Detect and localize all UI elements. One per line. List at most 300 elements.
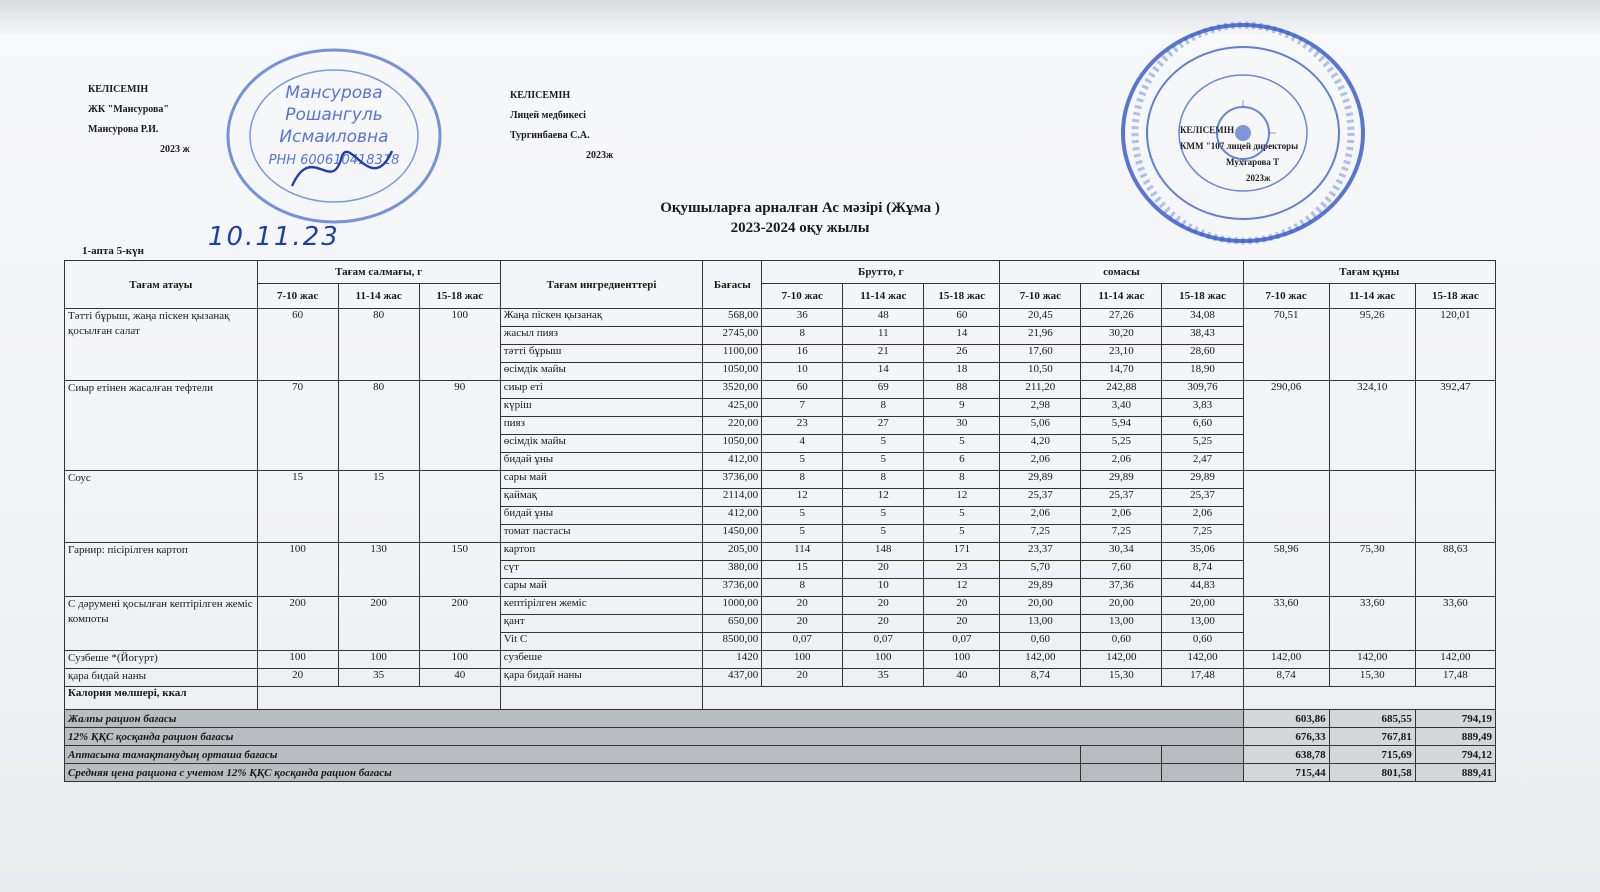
summary-row [65, 710, 1496, 728]
ingredient-name: томат пастасы [500, 525, 703, 543]
dish-weight: 100 [419, 651, 500, 669]
sum-value: 242,88 [1081, 381, 1162, 399]
brutto-value: 60 [762, 381, 843, 399]
sum-value: 18,90 [1162, 363, 1243, 381]
brutto-value: 5 [843, 507, 924, 525]
ingredient-price: 1100,00 [703, 345, 762, 363]
ingredient-price: 437,00 [703, 669, 762, 687]
dish-cost: 33,60 [1415, 597, 1495, 651]
dish-cost: 75,30 [1329, 543, 1415, 597]
ingredient-price: 2114,00 [703, 489, 762, 507]
ingredient-name: сары май [500, 471, 703, 489]
approval-name: Мансурова Р.И. [88, 124, 159, 135]
dish-name: С дәрумені қосылған кептірілген жеміс компоты [65, 597, 258, 651]
dish-weight: 100 [257, 651, 338, 669]
dish-cost: 120,01 [1415, 309, 1495, 381]
brutto-value: 9 [924, 399, 1000, 417]
table-row [65, 597, 1496, 615]
sum-value: 7,25 [1162, 525, 1243, 543]
ingredient-price: 3520,00 [703, 381, 762, 399]
brutto-value: 27 [843, 417, 924, 435]
sum-value: 29,89 [1081, 471, 1162, 489]
age-header: 7-10 жас [257, 284, 338, 309]
dish-name: Сиыр етінен жасалған тефтели [65, 381, 258, 471]
header-cost: Тағам құны [1243, 261, 1495, 284]
dish-weight: 20 [257, 669, 338, 687]
brutto-value: 100 [924, 651, 1000, 669]
approval-title: КЕЛІСЕМІН [510, 90, 571, 101]
empty-cell [1162, 764, 1243, 782]
approval-block-middle [510, 86, 613, 166]
summary-value: 603,86 [1243, 710, 1329, 728]
brutto-value: 18 [924, 363, 1000, 381]
brutto-value: 5 [924, 507, 1000, 525]
dish-cost: 142,00 [1243, 651, 1329, 669]
brutto-value: 5 [762, 453, 843, 471]
sum-value: 7,60 [1081, 561, 1162, 579]
age-header: 11-14 жас [338, 284, 419, 309]
ingredient-name: пияз [500, 417, 703, 435]
age-header: 15-18 жас [924, 284, 1000, 309]
sum-value: 20,00 [1081, 597, 1162, 615]
brutto-value: 8 [843, 471, 924, 489]
dish-cost: 95,26 [1329, 309, 1415, 381]
sum-value: 8,74 [1000, 669, 1081, 687]
brutto-value: 12 [924, 579, 1000, 597]
approval-block-left [88, 80, 190, 160]
sum-value: 13,00 [1000, 615, 1081, 633]
summary-body [65, 687, 1496, 782]
brutto-value: 5 [924, 525, 1000, 543]
sum-value: 25,37 [1000, 489, 1081, 507]
brutto-value: 35 [843, 669, 924, 687]
sum-value: 2,47 [1162, 453, 1243, 471]
brutto-value: 0,07 [924, 633, 1000, 651]
sum-value: 2,06 [1081, 507, 1162, 525]
sum-value: 3,40 [1081, 399, 1162, 417]
approval-date: 2023 ж [160, 144, 190, 155]
sum-value: 7,25 [1000, 525, 1081, 543]
sum-value: 25,37 [1162, 489, 1243, 507]
sum-value: 6,60 [1162, 417, 1243, 435]
sum-value: 5,06 [1000, 417, 1081, 435]
dish-weight: 15 [338, 471, 419, 543]
brutto-value: 14 [924, 327, 1000, 345]
approval-org: КММ "107 лицей директоры [1180, 141, 1299, 151]
sum-value: 30,20 [1081, 327, 1162, 345]
brutto-value: 12 [843, 489, 924, 507]
sum-value: 44,83 [1162, 579, 1243, 597]
dish-weight: 35 [338, 669, 419, 687]
dish-cost: 17,48 [1415, 669, 1495, 687]
ingredient-name: жасыл пияз [500, 327, 703, 345]
sum-value: 2,06 [1081, 453, 1162, 471]
ingredient-name: қант [500, 615, 703, 633]
brutto-value: 5 [843, 435, 924, 453]
brutto-value: 7 [762, 399, 843, 417]
ingredient-name: сузбеше [500, 651, 703, 669]
brutto-value: 114 [762, 543, 843, 561]
dish-cost: 58,96 [1243, 543, 1329, 597]
stamp-line-2: Рошангуль [285, 105, 383, 125]
brutto-value: 12 [762, 489, 843, 507]
table-row [65, 669, 1496, 687]
sum-value: 2,06 [1162, 507, 1243, 525]
sum-value: 29,89 [1162, 471, 1243, 489]
header-ingredients: Тағам ингредиенттері [500, 261, 703, 309]
ingredient-price: 425,00 [703, 399, 762, 417]
dish-weight: 90 [419, 381, 500, 471]
brutto-value: 36 [762, 309, 843, 327]
ingredient-price: 380,00 [703, 561, 762, 579]
summary-row [65, 728, 1496, 746]
age-header: 11-14 жас [1329, 284, 1415, 309]
dish-name: қара бидай наны [65, 669, 258, 687]
ingredient-name: бидай ұны [500, 453, 703, 471]
menu-table [64, 260, 1496, 782]
summary-label: 12% ҚҚС қосқанда рацион бағасы [65, 728, 1244, 746]
brutto-value: 100 [843, 651, 924, 669]
sum-value: 5,25 [1081, 435, 1162, 453]
ingredient-price: 205,00 [703, 543, 762, 561]
brutto-value: 5 [762, 525, 843, 543]
ingredient-price: 412,00 [703, 453, 762, 471]
dish-name: Гарнир: пісірілген картоп [65, 543, 258, 597]
brutto-value: 20 [924, 597, 1000, 615]
brutto-value: 48 [843, 309, 924, 327]
sum-value: 211,20 [1000, 381, 1081, 399]
sum-value: 7,25 [1081, 525, 1162, 543]
sum-value: 142,00 [1000, 651, 1081, 669]
brutto-value: 6 [924, 453, 1000, 471]
sum-value: 2,06 [1000, 453, 1081, 471]
approval-date: 2023ж [1246, 173, 1271, 183]
sum-value: 20,00 [1162, 597, 1243, 615]
dish-weight: 100 [338, 651, 419, 669]
brutto-value: 12 [924, 489, 1000, 507]
brutto-value: 14 [843, 363, 924, 381]
ingredient-name: сары май [500, 579, 703, 597]
sum-value: 20,00 [1000, 597, 1081, 615]
dish-weight: 200 [419, 597, 500, 651]
dish-cost: 33,60 [1243, 597, 1329, 651]
brutto-value: 10 [762, 363, 843, 381]
sum-value: 23,37 [1000, 543, 1081, 561]
ingredient-name: қаймақ [500, 489, 703, 507]
empty-cell [257, 687, 500, 710]
dish-weight: 100 [257, 543, 338, 597]
table-row [65, 381, 1496, 399]
sum-value: 8,74 [1162, 561, 1243, 579]
summary-value: 801,58 [1329, 764, 1415, 782]
ingredient-name: картоп [500, 543, 703, 561]
handwritten-date: 10.11.23 [208, 222, 340, 252]
sum-value: 0,60 [1081, 633, 1162, 651]
table-header-row [65, 261, 1496, 284]
sum-value: 15,30 [1081, 669, 1162, 687]
sum-value: 0,60 [1162, 633, 1243, 651]
stamp-line-1: Мансурова [285, 83, 383, 103]
dish-weight: 80 [338, 309, 419, 381]
dish-cost: 290,06 [1243, 381, 1329, 471]
sum-value: 309,76 [1162, 381, 1243, 399]
dish-weight: 200 [338, 597, 419, 651]
dish-weight: 60 [257, 309, 338, 381]
dish-cost [1243, 471, 1329, 543]
calories-label: Калория мөлшері, ккал [65, 687, 258, 710]
brutto-value: 40 [924, 669, 1000, 687]
sum-value: 142,00 [1081, 651, 1162, 669]
sum-value: 14,70 [1081, 363, 1162, 381]
sum-value: 4,20 [1000, 435, 1081, 453]
summary-value: 889,41 [1415, 764, 1495, 782]
table-row [65, 543, 1496, 561]
summary-value: 794,12 [1415, 746, 1495, 764]
ingredient-price: 568,00 [703, 309, 762, 327]
dish-weight: 70 [257, 381, 338, 471]
dish-weight: 130 [338, 543, 419, 597]
ingredient-price: 412,00 [703, 507, 762, 525]
brutto-value: 4 [762, 435, 843, 453]
menu-body [65, 309, 1496, 687]
ingredient-price: 1420 [703, 651, 762, 669]
brutto-value: 8 [762, 579, 843, 597]
sum-value: 13,00 [1081, 615, 1162, 633]
dish-cost: 142,00 [1415, 651, 1495, 669]
ingredient-price: 1450,00 [703, 525, 762, 543]
ingredient-name: кептірілген жеміс [500, 597, 703, 615]
age-header: 7-10 жас [1000, 284, 1081, 309]
summary-value: 715,44 [1243, 764, 1329, 782]
ingredient-name: тәтті бұрыш [500, 345, 703, 363]
sum-value: 17,48 [1162, 669, 1243, 687]
ingredient-name: күріш [500, 399, 703, 417]
brutto-value: 5 [924, 435, 1000, 453]
empty-cell [1243, 687, 1495, 710]
sum-value: 23,10 [1081, 345, 1162, 363]
brutto-value: 10 [843, 579, 924, 597]
header-sum: сомасы [1000, 261, 1243, 284]
age-header: 15-18 жас [419, 284, 500, 309]
sum-value: 5,94 [1081, 417, 1162, 435]
approval-org: ЖК "Мансурова" [88, 104, 169, 115]
stamp-line-3: Исмаиловна [279, 127, 389, 147]
brutto-value: 20 [762, 597, 843, 615]
dish-weight: 150 [419, 543, 500, 597]
brutto-value: 100 [762, 651, 843, 669]
sum-value: 13,00 [1162, 615, 1243, 633]
ingredient-name: өсімдік майы [500, 363, 703, 381]
summary-label: Аптасына тамақтанудың орташа бағасы [65, 746, 1081, 764]
brutto-value: 5 [762, 507, 843, 525]
empty-cell [1162, 746, 1243, 764]
summary-value: 685,55 [1329, 710, 1415, 728]
brutto-value: 8 [924, 471, 1000, 489]
sum-value: 34,08 [1162, 309, 1243, 327]
brutto-value: 5 [843, 525, 924, 543]
summary-value: 638,78 [1243, 746, 1329, 764]
approval-date: 2023ж [586, 150, 614, 161]
dish-cost: 142,00 [1329, 651, 1415, 669]
brutto-value: 23 [924, 561, 1000, 579]
table-subheader-row [65, 284, 1496, 309]
stamp-line-4: РНН 600610418318 [268, 153, 400, 168]
sum-value: 17,60 [1000, 345, 1081, 363]
approval-name: Мухтарова Т [1226, 157, 1280, 167]
summary-label: Средняя цена рациона с учетом 12% ҚҚС қосқанда рацион бағасы [65, 764, 1081, 782]
brutto-value: 0,07 [762, 633, 843, 651]
ingredient-name: сиыр еті [500, 381, 703, 399]
summary-value: 767,81 [1329, 728, 1415, 746]
ingredient-price: 1000,00 [703, 597, 762, 615]
brutto-value: 148 [843, 543, 924, 561]
brutto-value: 20 [762, 669, 843, 687]
school-seal-stamp [1118, 20, 1368, 246]
menu-title-line1: Оқушыларға арналған Ас мәзірі (Жұма ) [660, 200, 940, 216]
brutto-value: 8 [762, 471, 843, 489]
summary-value: 715,69 [1329, 746, 1415, 764]
menu-title-line2: 2023-2024 оқу жылы [730, 220, 870, 236]
dish-cost: 324,10 [1329, 381, 1415, 471]
ingredient-name: қара бидай наны [500, 669, 703, 687]
brutto-value: 16 [762, 345, 843, 363]
header-dish: Тағам атауы [65, 261, 258, 309]
dish-cost [1415, 471, 1495, 543]
dish-cost: 88,63 [1415, 543, 1495, 597]
approval-title: КЕЛІСЕМІН [88, 84, 149, 95]
empty-cell [1081, 764, 1162, 782]
sum-value: 28,60 [1162, 345, 1243, 363]
brutto-value: 20 [924, 615, 1000, 633]
approval-org: Лицей медбикесі [510, 110, 586, 121]
sum-value: 30,34 [1081, 543, 1162, 561]
brutto-value: 20 [843, 561, 924, 579]
brutto-value: 8 [843, 399, 924, 417]
ingredient-price: 2745,00 [703, 327, 762, 345]
entrepreneur-stamp [222, 46, 446, 226]
dish-cost: 8,74 [1243, 669, 1329, 687]
ingredient-name: Жаңа піскен қызанақ [500, 309, 703, 327]
ingredient-price: 1050,00 [703, 435, 762, 453]
dish-weight: 80 [338, 381, 419, 471]
dish-cost: 33,60 [1329, 597, 1415, 651]
menu-title [540, 198, 1060, 238]
dish-name: Соус [65, 471, 258, 543]
ingredient-name: Vit C [500, 633, 703, 651]
approval-title: КЕЛІСЕМІН [1180, 125, 1235, 135]
summary-value: 676,33 [1243, 728, 1329, 746]
brutto-value: 20 [843, 615, 924, 633]
dish-cost: 392,47 [1415, 381, 1495, 471]
dish-cost [1329, 471, 1415, 543]
brutto-value: 60 [924, 309, 1000, 327]
brutto-value: 88 [924, 381, 1000, 399]
empty-cell [703, 687, 1243, 710]
ingredient-price: 220,00 [703, 417, 762, 435]
dish-weight: 100 [419, 309, 500, 381]
sum-value: 5,70 [1000, 561, 1081, 579]
sum-value: 35,06 [1162, 543, 1243, 561]
dish-cost: 15,30 [1329, 669, 1415, 687]
age-header: 7-10 жас [762, 284, 843, 309]
ingredient-price: 650,00 [703, 615, 762, 633]
ingredient-name: сүт [500, 561, 703, 579]
brutto-value: 11 [843, 327, 924, 345]
brutto-value: 15 [762, 561, 843, 579]
ingredient-price: 3736,00 [703, 579, 762, 597]
sum-value: 37,36 [1081, 579, 1162, 597]
age-header: 11-14 жас [843, 284, 924, 309]
dish-weight: 200 [257, 597, 338, 651]
brutto-value: 20 [843, 597, 924, 615]
empty-cell [1081, 746, 1162, 764]
sum-value: 0,60 [1000, 633, 1081, 651]
sum-value: 2,98 [1000, 399, 1081, 417]
brutto-value: 23 [762, 417, 843, 435]
table-row [65, 651, 1496, 669]
week-day-label: 1-апта 5-күн [82, 245, 144, 257]
sum-value: 29,89 [1000, 471, 1081, 489]
approval-name: Тургинбаева С.А. [510, 130, 590, 141]
sum-value: 25,37 [1081, 489, 1162, 507]
header-weight: Тағам салмағы, г [257, 261, 500, 284]
ingredient-name: өсімдік майы [500, 435, 703, 453]
brutto-value: 8 [762, 327, 843, 345]
age-header: 15-18 жас [1415, 284, 1495, 309]
ingredient-price: 3736,00 [703, 471, 762, 489]
ingredient-name: бидай ұны [500, 507, 703, 525]
dish-name: Тәтті бұрыш, жаңа піскен қызанақ қосылған салат [65, 309, 258, 381]
brutto-value: 5 [843, 453, 924, 471]
sum-value: 3,83 [1162, 399, 1243, 417]
dish-cost: 70,51 [1243, 309, 1329, 381]
sum-value: 10,50 [1000, 363, 1081, 381]
summary-label: Жалпы рацион бағасы [65, 710, 1244, 728]
age-header: 7-10 жас [1243, 284, 1329, 309]
age-header: 15-18 жас [1162, 284, 1243, 309]
summary-value: 794,19 [1415, 710, 1495, 728]
sum-value: 142,00 [1162, 651, 1243, 669]
header-price: Бағасы [703, 261, 762, 309]
sum-value: 5,25 [1162, 435, 1243, 453]
brutto-value: 69 [843, 381, 924, 399]
brutto-value: 0,07 [843, 633, 924, 651]
dish-weight: 15 [257, 471, 338, 543]
empty-cell [500, 687, 703, 710]
sum-value: 21,96 [1000, 327, 1081, 345]
table-row [65, 471, 1496, 489]
summary-row [65, 746, 1496, 764]
calories-row [65, 687, 1496, 710]
sum-value: 2,06 [1000, 507, 1081, 525]
table-row [65, 309, 1496, 327]
brutto-value: 26 [924, 345, 1000, 363]
brutto-value: 30 [924, 417, 1000, 435]
ingredient-price: 1050,00 [703, 363, 762, 381]
ingredient-price: 8500,00 [703, 633, 762, 651]
age-header: 11-14 жас [1081, 284, 1162, 309]
dish-weight [419, 471, 500, 543]
sum-value: 20,45 [1000, 309, 1081, 327]
sum-value: 27,26 [1081, 309, 1162, 327]
brutto-value: 171 [924, 543, 1000, 561]
summary-value: 889,49 [1415, 728, 1495, 746]
dish-name: Сузбеше *(Йогурт) [65, 651, 258, 669]
sum-value: 29,89 [1000, 579, 1081, 597]
brutto-value: 21 [843, 345, 924, 363]
sum-value: 38,43 [1162, 327, 1243, 345]
brutto-value: 20 [762, 615, 843, 633]
